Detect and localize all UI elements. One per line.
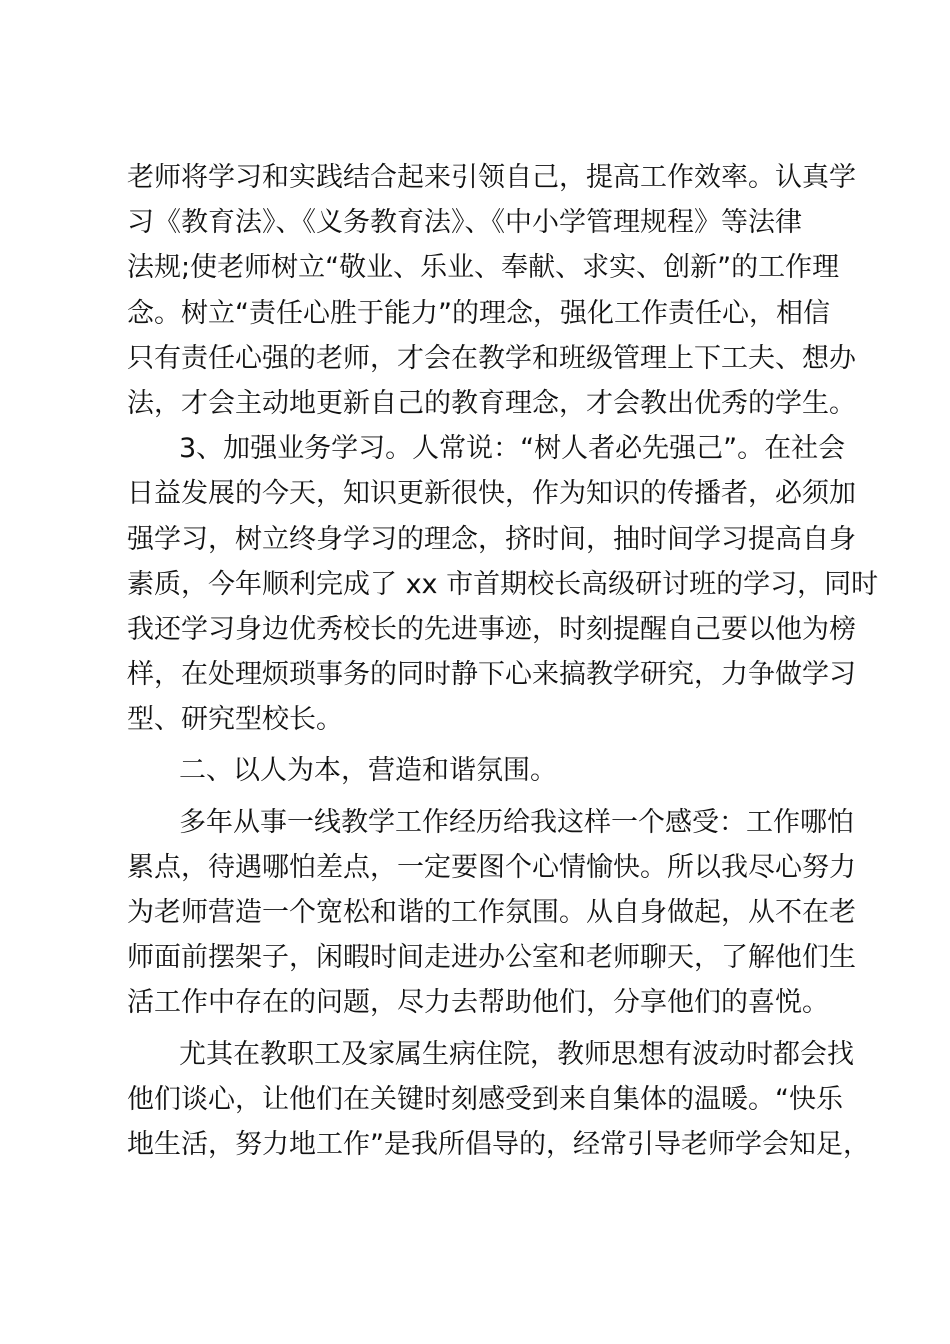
text-line: 师面前摆架子，闲暇时间走进办公室和老师聊天，了解他们生 [127,942,856,974]
text-line: 我还学习身边优秀校长的先进事迹，时刻提醒自己要以他为榜 [127,613,856,645]
text-line: 念。树立“责任心胜于能力”的理念，强化工作责任心，相信 [127,297,830,329]
text-line: 为老师营造一个宽松和谐的工作氛围。从自身做起，从不在老 [127,897,856,928]
paragraph-start-line: 尤其在教职工及家属生病住院，教师思想有波动时都会找 [179,1038,854,1070]
text-line: 习《教育法》、《义务教育法》、《中小学管理规程》等法律 [127,207,802,239]
text-line: 累点，待遇哪怕差点，一定要图个心情愉快。所以我尽心努力 [127,851,856,883]
text-line: 地生活，努力地工作”是我所倡导的，经常引导老师学会知足， [127,1128,870,1160]
text-line: 样，在处理烦琐事务的同时静下心来搞教学研究，力争做学习 [127,659,856,691]
text-line: 日益发展的今天，知识更新很快，作为知识的传播者，必须加 [127,478,856,510]
text-line: 活工作中存在的问题，尽力去帮助他们，分享他们的喜悦。 [127,987,829,1019]
paragraph-start-line: 3、加强业务学习。人常说：“树人者必先强己”。在社会 [179,433,846,465]
text-line: 法规;使老师树立“敬业、乐业、奉献、求实、创新”的工作理 [127,252,840,284]
document-body [127,155,879,1167]
paragraph-start-line: 多年从事一线教学工作经历给我这样一个感受：工作哪怕 [179,806,854,838]
text-line: 老师将学习和实践结合起来引领自己，提高工作效率。认真学 [127,162,856,193]
text-line: 法，才会主动地更新自己的教育理念，才会教出优秀的学生。 [127,387,856,419]
text-line: 素质，今年顺利完成了 xx 市首期校长高级研讨班的学习，同时 [127,568,879,600]
text-line: 强学习，树立终身学习的理念，挤时间，抽时间学习提高自身 [127,523,856,555]
text-line: 只有责任心强的老师，才会在教学和班级管理上下工夫、想办 [127,342,856,374]
section-heading: 二、以人为本，营造和谐氛围。 [179,755,557,787]
text-line: 型、研究型校长。 [127,704,343,736]
text-line: 他们谈心，让他们在关键时刻感受到来自集体的温暖。“快乐 [127,1083,843,1115]
